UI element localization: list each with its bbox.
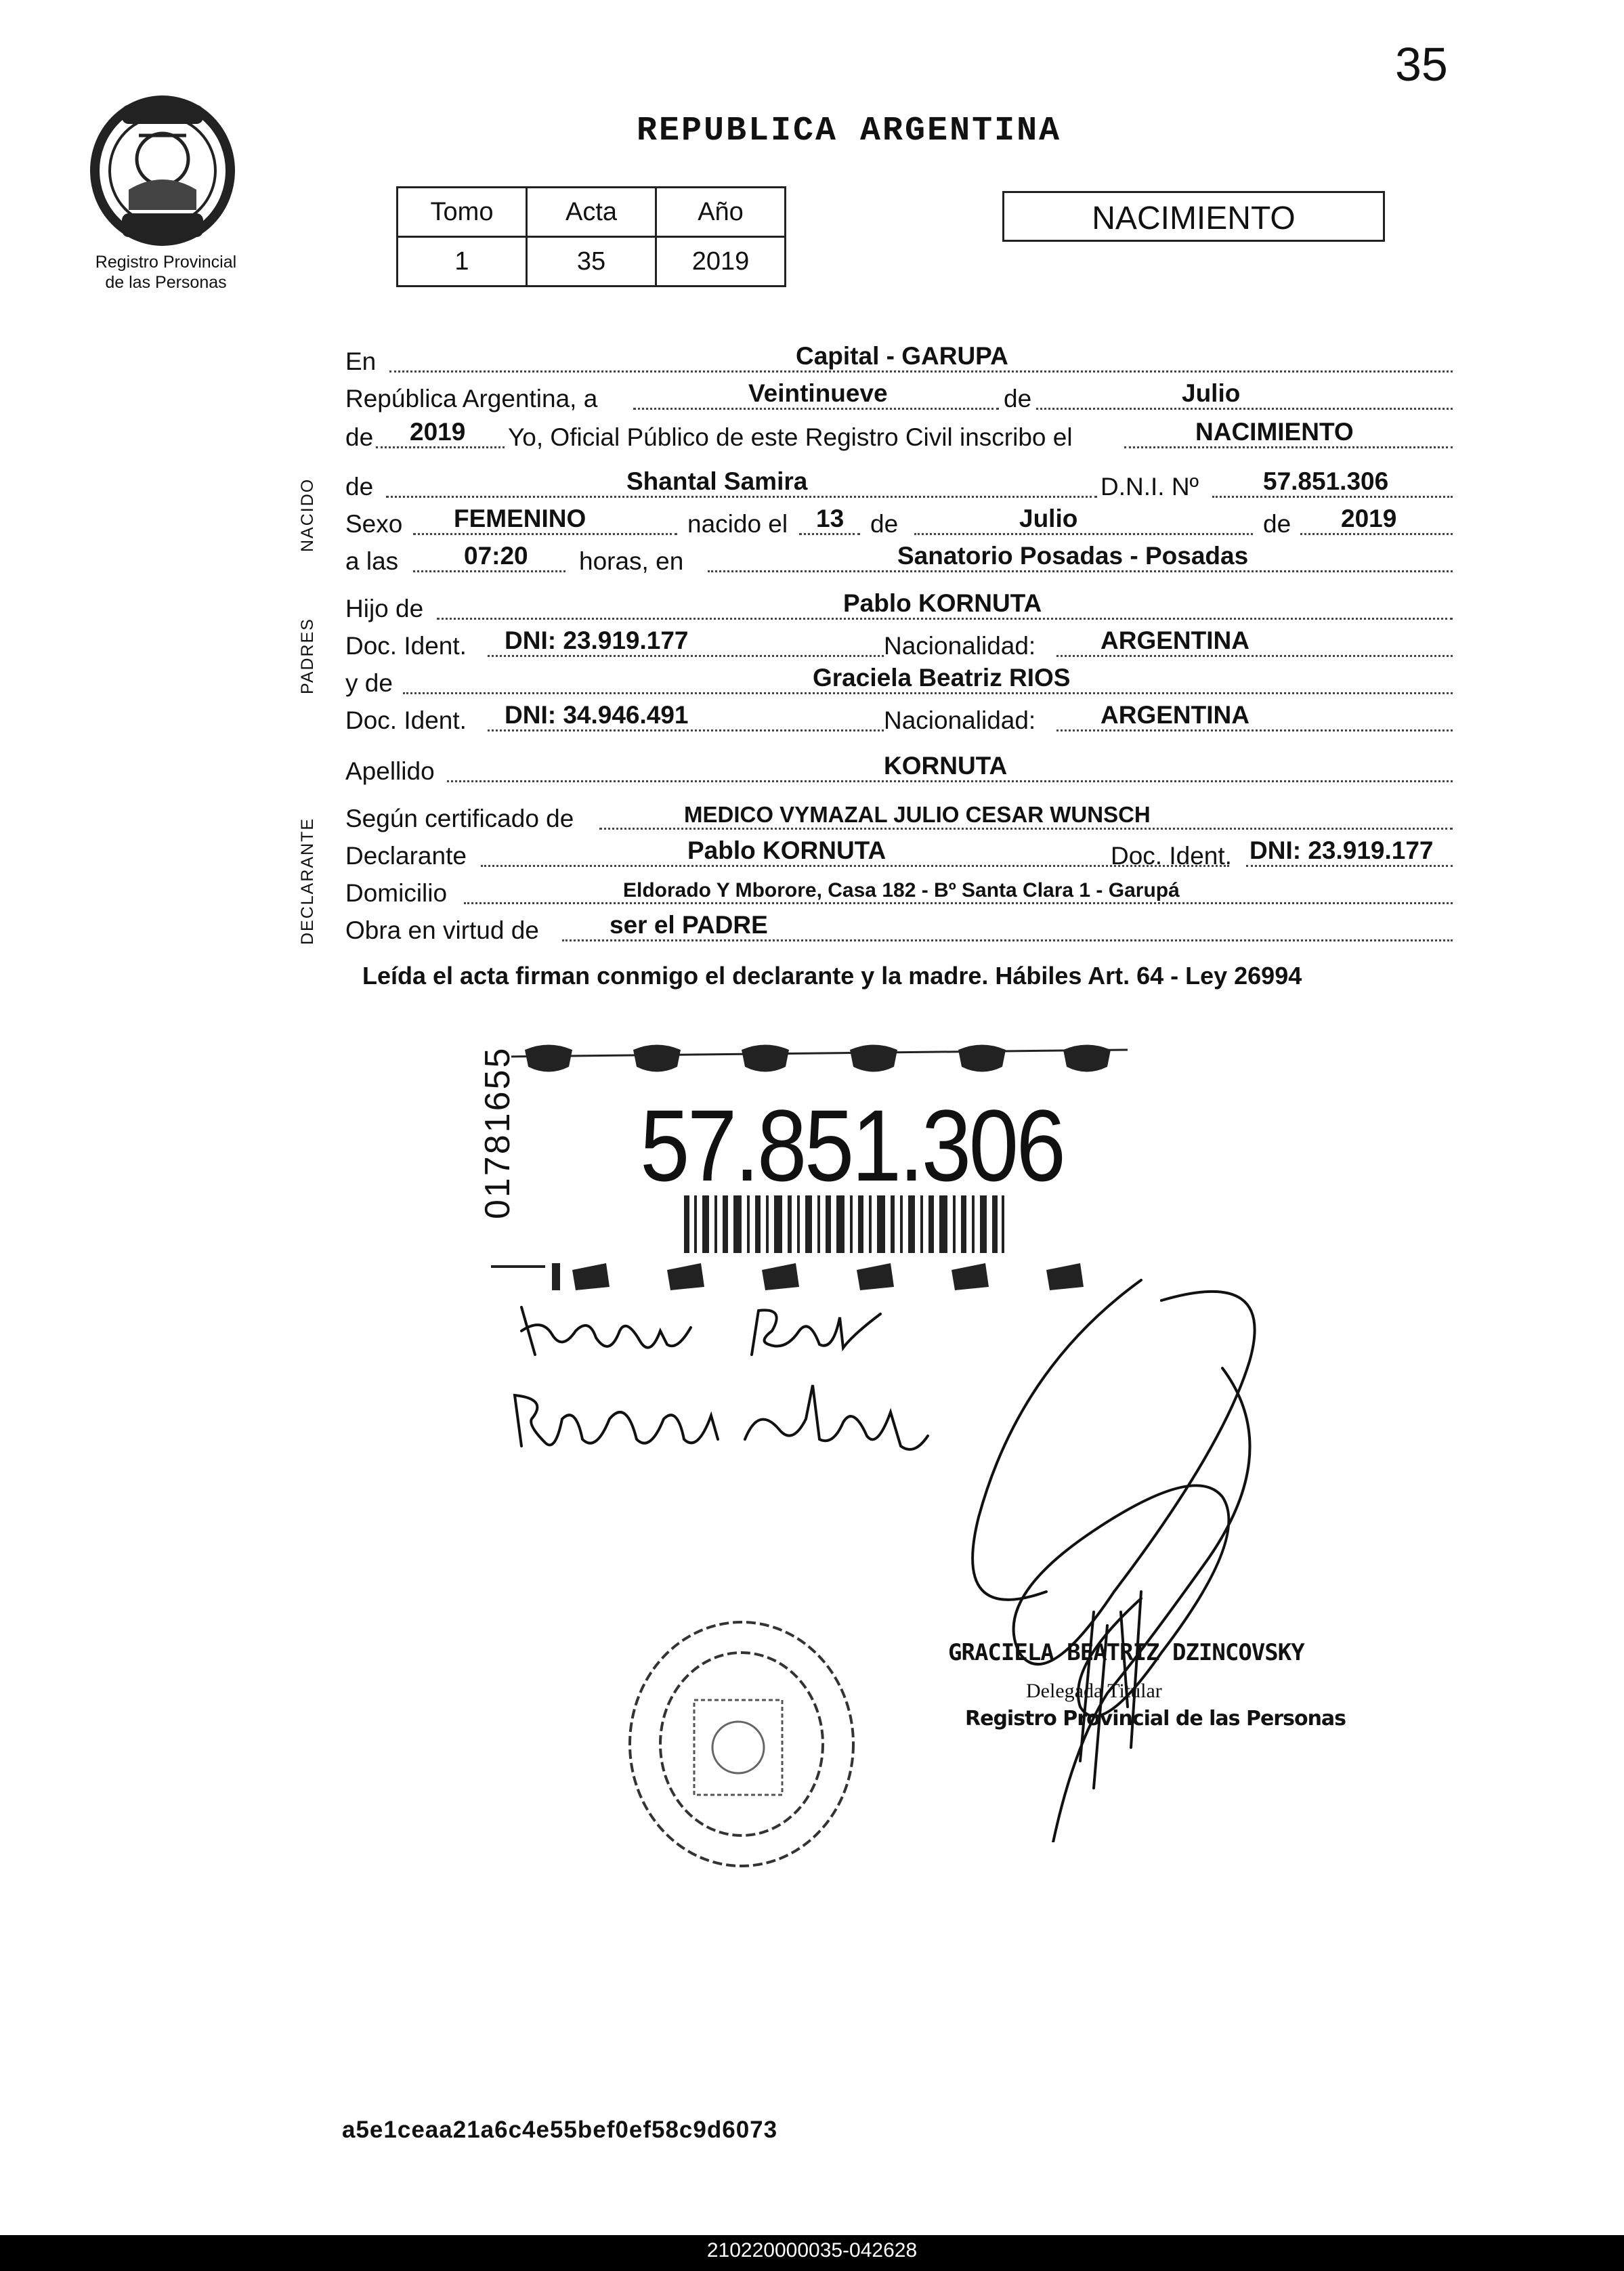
dotted-leader — [464, 902, 1453, 904]
logo-caption — [68, 252, 264, 293]
record-type-box: NACIMIENTO — [1002, 191, 1385, 242]
value-anio: 2019 — [656, 237, 786, 286]
header-anio: Año — [656, 188, 786, 237]
label-de-year: de — [345, 423, 374, 451]
label-doc-ident-2: Doc. Ident. — [345, 706, 467, 734]
line-hora — [345, 542, 1453, 576]
side-label-declarante: DECLARANTE — [298, 817, 317, 945]
page-number: 35 — [1395, 38, 1448, 91]
value-lugar: Sanatorio Posadas - Posadas — [897, 542, 1249, 570]
line-sexo — [345, 505, 1453, 538]
line-nombre — [345, 467, 1453, 501]
document-hash: a5e1ceaa21a6c4e55bef0ef58c9d6073 — [342, 2117, 778, 2143]
dotted-leader — [403, 692, 1453, 694]
handwritten-signatures — [501, 1304, 935, 1466]
record-table — [396, 186, 786, 287]
caption-line2: de las Personas — [105, 273, 227, 292]
dotted-leader — [1124, 446, 1453, 448]
stamp-official-role: Delegada Titular — [1026, 1680, 1162, 1702]
official-signature — [938, 1273, 1317, 1842]
dotted-leader — [633, 408, 999, 410]
dotted-leader — [1212, 496, 1453, 498]
label-horas-en: horas, en — [579, 547, 684, 575]
stamp-office: Registro Provincial de las Personas — [965, 1707, 1346, 1731]
line-inscribo — [345, 418, 1453, 452]
line-obra — [345, 911, 1453, 945]
stamp-official-name: GRACIELA BEATRIZ DZINCOVSKY — [948, 1639, 1304, 1666]
value-nombre: Shantal Samira — [626, 467, 808, 495]
line-republica — [345, 379, 1453, 413]
label-en: En — [345, 347, 377, 375]
value-year: 2019 — [410, 418, 466, 446]
label-a-las: a las — [345, 547, 399, 575]
value-declarante: Pablo KORNUTA — [687, 836, 886, 864]
value-birth-year: 2019 — [1341, 505, 1397, 532]
dotted-leader — [488, 729, 884, 731]
value-declarante-doc: DNI: 23.919.177 — [1249, 836, 1434, 864]
caption-line1: Registro Provincial — [95, 253, 237, 272]
value-tomo: 1 — [398, 237, 527, 286]
line-declarante — [345, 836, 1453, 870]
label-de-nombre: de — [345, 473, 374, 501]
label-y-de: y de — [345, 669, 393, 697]
footer-code: 210220000035-042628 — [706, 2239, 918, 2262]
label-de-birth-month: de — [870, 510, 899, 538]
value-birth-day: 13 — [816, 505, 845, 532]
dotted-leader — [413, 533, 677, 535]
value-acta: 35 — [527, 237, 656, 286]
dotted-leader — [437, 618, 1453, 620]
sticker-serial: 01781655 — [478, 1046, 517, 1219]
dotted-leader — [389, 370, 1453, 373]
dotted-leader — [488, 655, 884, 657]
line-madre-doc — [345, 701, 1453, 735]
value-domicilio: Eldorado Y Mborore, Casa 182 - Bº Santa Clara 1 - Garupá — [623, 879, 1180, 901]
official-circular-seal — [620, 1612, 863, 1876]
label-apellido: Apellido — [345, 757, 435, 785]
side-label-nacido: NACIDO — [298, 477, 317, 552]
province-seal-logo — [81, 95, 244, 251]
line-padre-doc — [345, 627, 1453, 660]
dotted-leader — [447, 780, 1453, 782]
value-padre-doc: DNI: 23.919.177 — [505, 627, 689, 654]
header-tomo: Tomo — [398, 188, 527, 237]
value-obra: ser el PADRE — [610, 911, 768, 939]
dotted-leader — [386, 496, 1097, 498]
line-hijo-de — [345, 589, 1453, 623]
dotted-leader — [1300, 533, 1453, 535]
value-padre: Pablo KORNUTA — [843, 589, 1042, 617]
label-hijo-de: Hijo de — [345, 595, 424, 622]
value-madre: Graciela Beatriz RIOS — [813, 664, 1071, 692]
label-dni: D.N.I. Nº — [1101, 473, 1199, 501]
value-birth-month: Julio — [1019, 505, 1078, 532]
label-de-birth-year: de — [1263, 510, 1291, 538]
value-day: Veintinueve — [748, 379, 888, 407]
label-republica: República Argentina, a — [345, 385, 598, 412]
dotted-leader — [376, 446, 505, 448]
line-y-de — [345, 664, 1453, 698]
value-certificado: MEDICO VYMAZAL JULIO CESAR WUNSCH — [684, 802, 1151, 827]
label-declarante: Declarante — [345, 842, 467, 870]
value-sexo: FEMENINO — [454, 505, 586, 532]
record-value-row — [398, 237, 786, 286]
label-declarante-doc: Doc. Ident. — [1111, 842, 1232, 870]
label-nacido-el: nacido el — [687, 510, 788, 538]
label-inscribo: Yo, Oficial Público de este Registro Civil inscribo el — [508, 423, 1073, 451]
dotted-leader — [1056, 655, 1453, 657]
header-acta: Acta — [527, 188, 656, 237]
label-obra: Obra en virtud de — [345, 916, 539, 944]
dotted-leader — [799, 533, 860, 535]
sticker-dni-number: 57.851.306 — [640, 1088, 1064, 1202]
label-sexo: Sexo — [345, 510, 403, 538]
value-madre-nac: ARGENTINA — [1101, 701, 1249, 729]
label-nacionalidad-2: Nacionalidad: — [884, 706, 1036, 734]
value-madre-doc: DNI: 34.946.491 — [505, 701, 689, 729]
label-de-month: de — [1004, 385, 1032, 412]
value-inscribo: NACIMIENTO — [1195, 418, 1354, 446]
value-month: Julio — [1182, 379, 1241, 407]
value-hora: 07:20 — [464, 542, 528, 570]
dotted-leader — [1036, 408, 1453, 410]
value-dni: 57.851.306 — [1263, 467, 1389, 495]
value-apellido: KORNUTA — [884, 752, 1008, 780]
label-doc-ident: Doc. Ident. — [345, 632, 467, 660]
side-label-padres: PADRES — [298, 618, 317, 694]
label-domicilio: Domicilio — [345, 879, 448, 907]
label-nacionalidad: Nacionalidad: — [884, 632, 1036, 660]
dotted-leader — [708, 570, 1453, 572]
dotted-leader — [562, 939, 1453, 941]
dotted-leader — [1246, 865, 1453, 867]
dotted-leader — [599, 828, 1453, 830]
line-apellido — [345, 752, 1453, 786]
label-certificado: Según certificado de — [345, 805, 574, 832]
value-padre-nac: ARGENTINA — [1101, 627, 1249, 654]
document-title: REPUBLICA ARGENTINA — [637, 112, 1062, 150]
line-certificado — [345, 799, 1453, 833]
dotted-leader — [413, 570, 565, 572]
line-domicilio — [345, 874, 1453, 908]
record-header-row — [398, 188, 786, 237]
line-en — [345, 342, 1453, 376]
value-en: Capital - GARUPA — [796, 342, 1008, 370]
dotted-leader — [1056, 729, 1453, 731]
dotted-leader — [914, 533, 1253, 535]
closing-text: Leída el acta firman conmigo el declarante y la madre. Hábiles Art. 64 - Ley 26994 — [362, 962, 1302, 990]
